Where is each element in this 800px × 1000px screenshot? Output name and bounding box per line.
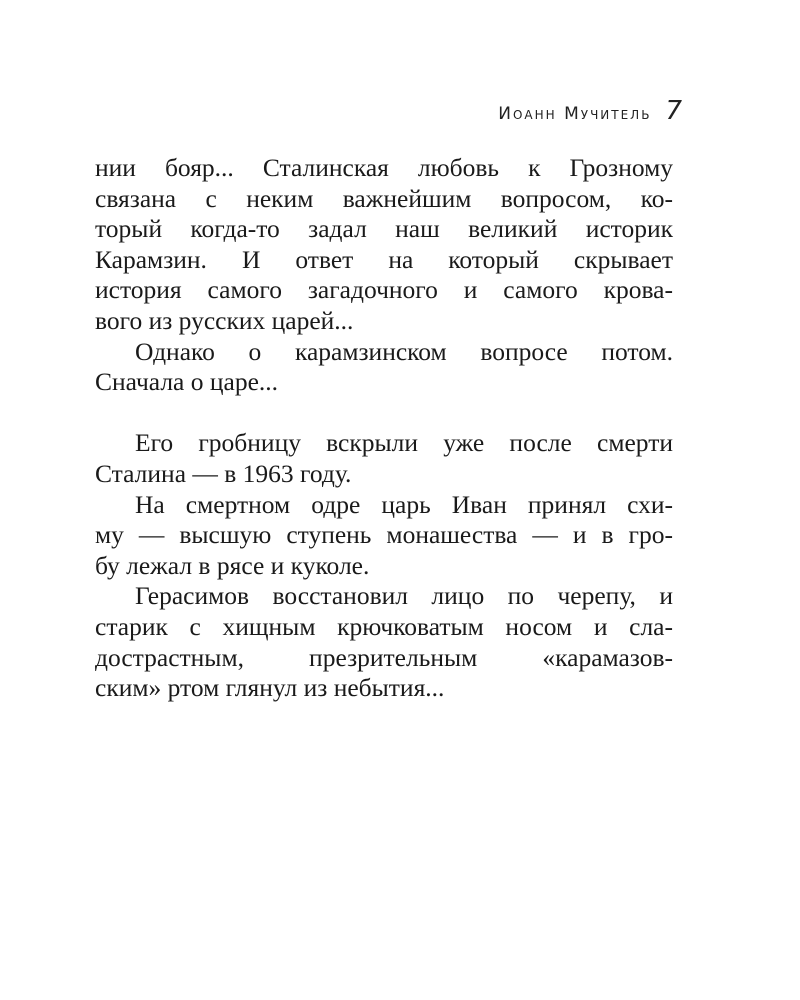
text-line: связана с неким важнейшим вопросом, ко- bbox=[95, 183, 673, 213]
text-line: Герасимов восстановил лицо по черепу, и bbox=[135, 581, 673, 611]
text-line: му — высшую ступень монашества — и в гро- bbox=[95, 520, 673, 550]
text-line: Его гробницу вскрыли уже после смерти bbox=[135, 428, 673, 458]
body-text bbox=[95, 153, 673, 704]
paragraph-gap bbox=[95, 398, 673, 429]
page-number: 7 bbox=[665, 96, 682, 126]
text-line: вого из русских царей... bbox=[95, 305, 354, 335]
text-line: Сталина — в 1963 году. bbox=[95, 458, 352, 488]
running-head bbox=[498, 96, 682, 126]
text-line: На смертном одре царь Иван принял схи- bbox=[135, 489, 673, 519]
text-line: бу лежал в рясе и куколе. bbox=[95, 550, 370, 580]
text-line: Карамзин. И ответ на который скрывает bbox=[95, 244, 673, 274]
text-line: нии бояр... Сталинская любовь к Грозному bbox=[95, 153, 673, 182]
text-line: торый когда-то задал наш великий историк bbox=[95, 214, 673, 244]
running-title: Иоанн Мучитель bbox=[498, 104, 652, 124]
text-line: дострастным, презрительным «карамазов- bbox=[95, 642, 673, 672]
text-line: ским» ртом глянул из небытия... bbox=[95, 673, 445, 703]
text-line: старик с хищным крючковатым носом и сла- bbox=[95, 611, 673, 641]
text-line: история самого загадочного и самого крова- bbox=[95, 275, 673, 305]
text-line: Однако о карамзинском вопросе потом. bbox=[135, 336, 673, 366]
text-line: Сначала о царе... bbox=[95, 367, 279, 397]
